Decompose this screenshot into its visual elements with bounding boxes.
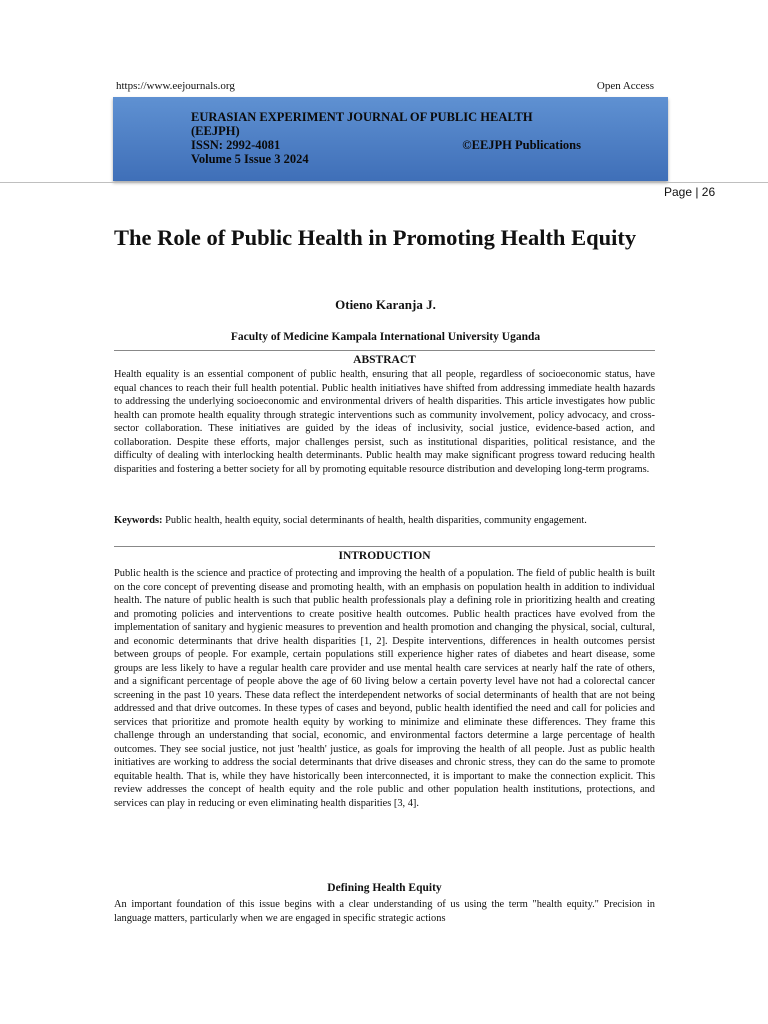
introduction-heading: INTRODUCTION xyxy=(338,550,431,562)
volume-issue: Volume 5 Issue 3 2024 xyxy=(191,152,309,166)
keywords-label: Keywords: xyxy=(114,515,163,526)
defining-health-equity-text: An important foundation of this issue begins with a clear understanding of us using the term "health equity." Precision in language matters, particularly when we are engaged in specific strategic actions xyxy=(114,899,655,924)
article-title: The Role of Public Health in Promoting Health Equity xyxy=(114,225,637,250)
journal-url[interactable]: https://www.eejournals.org xyxy=(116,80,235,92)
abstract-top-rule xyxy=(114,350,655,351)
author-affiliation: Faculty of Medicine Kampala International University Uganda xyxy=(230,331,541,343)
header-divider xyxy=(0,182,768,183)
open-access-label: Open Access xyxy=(596,80,654,92)
issn-row xyxy=(191,138,581,152)
banner-text xyxy=(191,110,581,166)
abstract-heading: ABSTRACT xyxy=(353,354,416,366)
abstract-text: Health equality is an essential component of public health, ensuring that all people, regardless of socioeconomic status, have equal chances to reach their full health potential. Public health initiatives have shifted from addressing immediate health hazards to addressing the underlying socioeconomic and environmental drivers of health disparities. This article investigates how public health can promote health equality through strategic interventions such as community involvement, policy advocacy, and cross-sector collaboration. These initiatives are guided by the ideas of inclusivity, social justice, evidence-based action, and collaboration. Despite these efforts, major challenges persist, such as institutional disparities, political resistance, and the difficulty of dealing with interlocking health determinants. Public health may make significant progress toward reducing health disparities and fostering a better society for all by promoting equitable resource distribution and developing long-term programs. xyxy=(114,369,655,475)
journal-abbreviation: (EEJPH) xyxy=(191,124,240,138)
publisher: ©EEJPH Publications xyxy=(462,138,581,152)
author-name: Otieno Karanja J. xyxy=(335,297,436,312)
keywords xyxy=(114,514,655,528)
defining-health-equity-heading: Defining Health Equity xyxy=(327,882,442,894)
journal-name: EURASIAN EXPERIMENT JOURNAL OF PUBLIC HEALTH xyxy=(191,110,533,124)
introduction-top-rule xyxy=(114,546,655,547)
issn: ISSN: 2992-4081 xyxy=(191,138,281,152)
page-number: Page | 26 xyxy=(664,185,716,199)
keywords-text: Public health, health equity, social determinants of health, health disparities, community engagement. xyxy=(165,515,587,526)
introduction-text: Public health is the science and practice of protecting and improving the health of a population. The field of public health is built on the core concept of preventing disease and promoting health, with an emphasis on population health in addition to individual health. The nature of public health is such that public health professionals play a defining role in prioritizing health and creating and promoting policies and interventions to create positive health outcomes. Public health practices have evolved from the implementation of sanitary and hygienic measures to prevention and health promotion and changing the physical, social, cultural, and economic determinants that drive health disparities [1, 2]. Despite interventions, differences in health outcomes persist between groups of people. For example, certain populations still experience higher rates of diabetes and heart disease, some groups are less likely to have a regular health care provider and use mental health care services at nearly half the rate of others, and a significant percentage of people above the age of 60 living below a certain poverty level have not had a colorectal cancer screening in the past 10 years. These data reflect the interdependent networks of social determinants of health that are not being addressed and that drive outcomes. In these types of cases and beyond, public health identified the need and call for policies and services that prioritize and promote health equity by working to minimize and eliminate these differences. They frame this challenge through an understanding that social, economic, and environmental factors determine a large percentage of health outcomes. They see social justice, not just 'health' justice, as goals for improving the health of all people. Just as public health initiatives are working to address the social determinants that drive diseases and chronic stress, they can do the same to promote equitable health. That is, while they have historically been interconnected, it is important to make the connection explicit. This review addresses the concept of health equity and the role public and other population health institutions, protections, and services can play in reducing or even eliminating health disparities [3, 4]. xyxy=(114,568,655,809)
journal-banner xyxy=(113,97,668,181)
